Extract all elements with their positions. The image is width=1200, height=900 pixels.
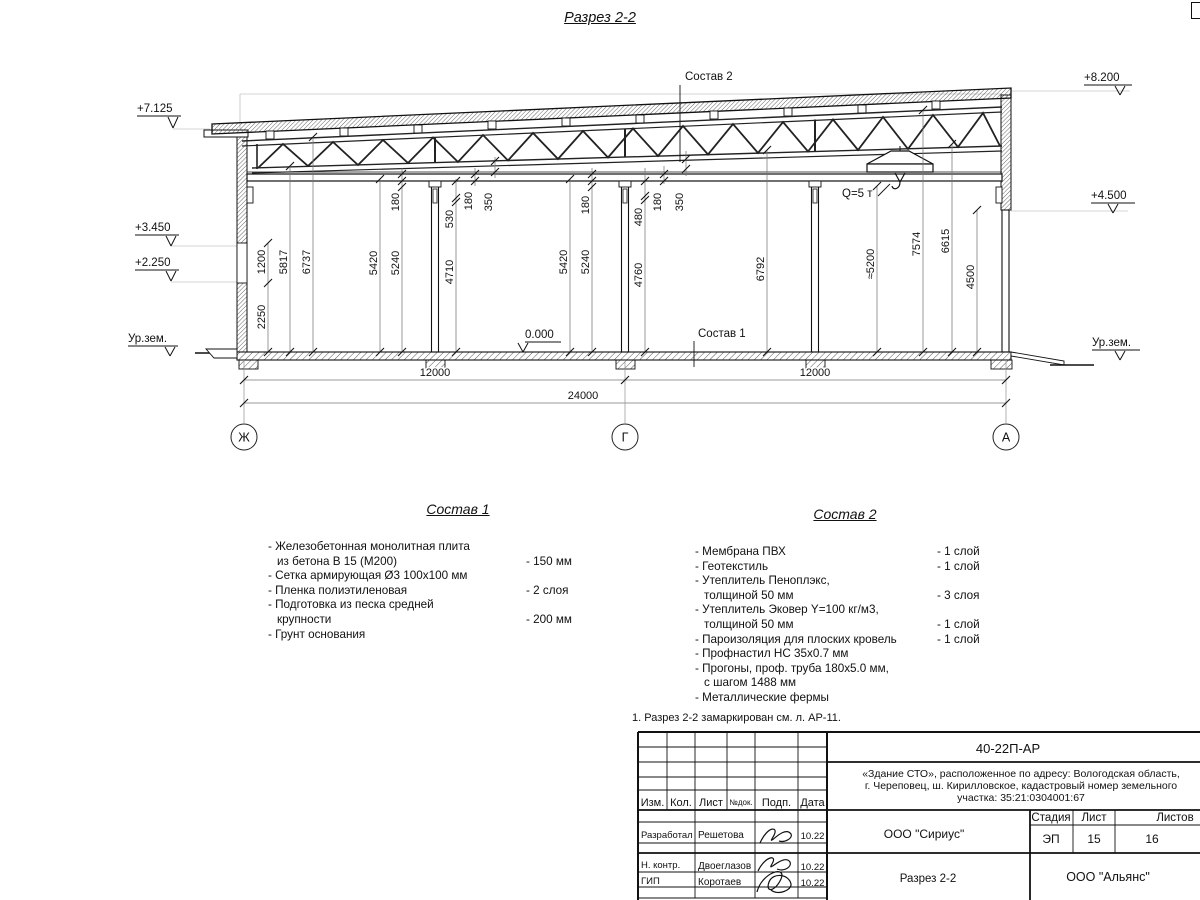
dim-label: 2250 — [256, 304, 268, 330]
signature-rows — [641, 830, 824, 889]
stage-value: ЭП — [1042, 832, 1060, 846]
list-item: - Пароизоляция для плоских кровель - 1 слой — [695, 632, 980, 646]
axis-label: Ж — [238, 430, 250, 445]
dim-label: 24000 — [567, 390, 599, 402]
col-header: Лист — [699, 797, 723, 809]
grid-axis-labels — [238, 431, 1011, 445]
name-cell: Коротаев — [698, 877, 742, 888]
page-title: Разрез 2-2 — [564, 10, 636, 26]
list-item: - Утеплитель Пеноплэкс, — [695, 574, 830, 588]
elevation-label: +8.200 — [1084, 72, 1120, 84]
col-header: №док. — [729, 798, 753, 807]
dim-label: 12000 — [799, 367, 831, 379]
role-cell: Разработал — [641, 830, 693, 841]
list-item: - Профнастил НС 35х0.7 мм — [695, 647, 849, 661]
role-cell: ГИП — [641, 876, 660, 887]
sheets-label: Листов — [1156, 812, 1194, 824]
list-item: - Мембрана ПВХ - 1 слой — [695, 545, 980, 558]
dim-label: 480 — [633, 207, 645, 227]
signatures — [757, 829, 791, 892]
list-item: - Прогоны, проф. труба 180х5.0 мм, — [695, 661, 889, 675]
sheets-value: 16 — [1145, 832, 1159, 846]
signature-scribble — [757, 872, 791, 893]
sostav1-leader-label: Состав 1 — [698, 328, 746, 340]
dim-label: 5420 — [368, 250, 380, 276]
signature-scribble — [758, 858, 790, 871]
dim-label: 6615 — [940, 228, 952, 254]
object-line: г. Череповец, ш. Кирилловское, кадастровый номер земельного — [864, 780, 1178, 792]
name-cell: Двоеглазов — [698, 861, 752, 872]
dim-label: 180 — [580, 195, 592, 215]
elevation-label: 0.000 — [525, 329, 554, 341]
object-line: участка: 35:21:0304001:67 — [957, 792, 1085, 804]
org2-cell: ООО "Альянс" — [1066, 870, 1150, 884]
dim-label: 5240 — [580, 249, 592, 275]
roof — [204, 88, 1011, 139]
object-line: «Здание СТО», расположенное по адресу: Вологодская область, — [862, 768, 1180, 780]
doc-number: 40-22П-АР — [975, 741, 1041, 756]
sheet-value: 15 — [1087, 832, 1101, 846]
dim-label: 5240 — [390, 250, 402, 276]
dim-label: 12000 — [419, 367, 451, 379]
list-item: - Грунт основания — [268, 627, 366, 641]
date-cell: 10.22 — [800, 878, 825, 889]
elevation-label: +3.450 — [135, 222, 171, 234]
list-item: - Подготовка из песка средней — [268, 598, 434, 612]
dim-label: 7574 — [911, 231, 923, 257]
date-cell: 10.22 — [800, 831, 825, 842]
list-item: из бетона В 15 (М200) - 150 мм — [277, 554, 572, 568]
list-item: с шагом 1488 мм — [704, 676, 797, 690]
dim-label: 6737 — [301, 249, 313, 275]
list-item: толщиной 50 мм - 3 слоя — [704, 588, 980, 602]
date-cell: 10.22 — [800, 862, 825, 873]
drawing-name-cell: Разрез 2-2 — [899, 873, 957, 885]
dim-label: 180 — [652, 192, 664, 212]
axis-label: Г — [621, 430, 629, 445]
dim-label: 4500 — [965, 264, 977, 290]
elevation-label: +2.250 — [135, 257, 171, 269]
dim-label: 5420 — [558, 249, 570, 275]
sostav2-list — [695, 506, 995, 706]
elevation-label: +4.500 — [1091, 190, 1127, 202]
stage-label: Стадия — [1031, 812, 1071, 824]
list-item: - Металлические фермы — [695, 690, 829, 704]
elevation-label: Ур.зем. — [1092, 337, 1132, 349]
elevation-label: +7.125 — [137, 103, 173, 115]
columns — [247, 181, 1002, 352]
dim-label: 530 — [444, 209, 456, 229]
signature-scribble — [760, 829, 791, 843]
sheet-label: Лист — [1081, 812, 1107, 824]
axis-label: А — [1001, 430, 1011, 445]
sostav2-title: Состав 2 — [813, 506, 877, 522]
dim-label: ≈5200 — [865, 248, 877, 280]
list-item: - Утеплитель Эковер Y=100 кг/м3, — [695, 603, 879, 617]
role-cell: Н. контр. — [641, 860, 681, 871]
sostav1-list — [268, 501, 608, 642]
name-cell: Решетова — [698, 830, 744, 841]
dim-label: 4710 — [444, 259, 456, 285]
col-header: Подп. — [761, 797, 792, 809]
list-item: толщиной 50 мм - 1 слой — [704, 617, 980, 631]
crane-capacity-label: Q=5 т — [842, 188, 873, 200]
dim-label: 180 — [390, 192, 402, 212]
sostav1-title: Состав 1 — [426, 501, 490, 517]
elevation-label: Ур.зем. — [128, 333, 168, 345]
col-header: Дата — [800, 797, 825, 809]
list-item: - Геотекстиль - 1 слой — [695, 559, 980, 573]
dim-label: 6792 — [755, 256, 767, 282]
list-item: - Сетка армирующая Ø3 100х100 мм — [268, 569, 468, 583]
dim-label: 1200 — [256, 249, 268, 275]
sheet-note: 1. Разрез 2-2 замаркирован см. л. АР-11. — [632, 712, 841, 724]
dim-label: 350 — [483, 192, 495, 212]
crane-beam — [247, 172, 1002, 181]
dim-label: 4760 — [633, 262, 645, 288]
list-item: - Пленка полиэтиленовая - 2 слоя — [268, 583, 569, 597]
col-header: Изм. — [640, 797, 665, 809]
org1-cell: ООО "Сириус" — [883, 827, 965, 841]
dimension-labels — [256, 192, 977, 402]
dim-label: 180 — [463, 191, 475, 211]
title-block — [638, 732, 1200, 900]
dim-label: 350 — [674, 192, 686, 212]
sostav2-leader-label: Состав 2 — [685, 71, 733, 83]
list-item: крупности - 200 мм — [277, 612, 572, 626]
dim-label: 5817 — [278, 249, 290, 275]
col-header: Кол. — [670, 797, 692, 809]
list-item: - Железобетонная монолитная плита — [268, 540, 470, 553]
